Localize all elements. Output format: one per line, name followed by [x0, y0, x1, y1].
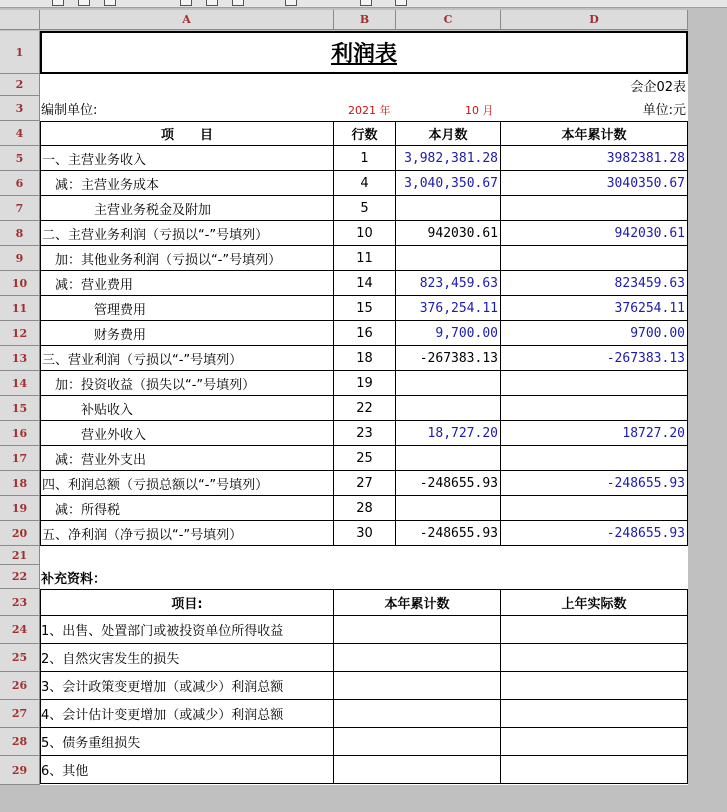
- row-line-cell[interactable]: 18: [334, 346, 396, 371]
- row-month-cell[interactable]: 18,727.20: [396, 421, 501, 446]
- row-header[interactable]: 2: [0, 74, 40, 96]
- header-line[interactable]: 行数: [334, 121, 396, 146]
- row-month-cell[interactable]: [396, 396, 501, 421]
- unit-label[interactable]: 单位:元: [642, 102, 686, 118]
- supplement-item-cell[interactable]: 2、自然灾害发生的损失: [40, 644, 334, 672]
- row-header[interactable]: 11: [0, 296, 40, 321]
- row-month-cell[interactable]: 9,700.00: [396, 321, 501, 346]
- row-line-cell[interactable]: 16: [334, 321, 396, 346]
- row-header[interactable]: 8: [0, 221, 40, 246]
- row-month-cell[interactable]: 942030.61: [396, 221, 501, 246]
- toolbar-button[interactable]: [52, 0, 64, 6]
- supplement-year-cell[interactable]: [334, 616, 501, 644]
- toolbar-strip: [0, 0, 727, 8]
- row-item-cell[interactable]: 营业外收入: [40, 421, 334, 446]
- column-header-b[interactable]: B: [334, 10, 396, 30]
- row-line-cell[interactable]: 4: [334, 171, 396, 196]
- header-item[interactable]: 项 目: [40, 121, 334, 146]
- row-item-cell[interactable]: 三、营业利润（亏损以“-”号填列）: [40, 346, 334, 371]
- row-item-cell[interactable]: 减：营业外支出: [40, 446, 334, 471]
- supplement-header-item[interactable]: 项目:: [40, 589, 334, 616]
- supplement-last-year-cell[interactable]: [501, 644, 688, 672]
- row-header[interactable]: 19: [0, 496, 40, 521]
- org-label[interactable]: 编制单位:: [41, 102, 98, 118]
- row-year-cell[interactable]: [501, 371, 688, 396]
- row-item-cell[interactable]: 减：所得税: [40, 496, 334, 521]
- row-line-cell[interactable]: 15: [334, 296, 396, 321]
- spreadsheet-grid: [40, 31, 688, 785]
- row-item-cell[interactable]: 补贴收入: [40, 396, 334, 421]
- row-month-cell[interactable]: 3,982,381.28: [396, 146, 501, 171]
- row-item-cell[interactable]: 减：营业费用: [40, 271, 334, 296]
- row-line-cell[interactable]: 14: [334, 271, 396, 296]
- row-header[interactable]: 15: [0, 396, 40, 421]
- supplement-year-cell[interactable]: [334, 644, 501, 672]
- supplement-year-cell[interactable]: [334, 728, 501, 756]
- column-header-d[interactable]: D: [501, 10, 688, 30]
- row-line-cell[interactable]: 25: [334, 446, 396, 471]
- row-header[interactable]: 24: [0, 616, 40, 644]
- supplement-last-year-cell[interactable]: [501, 616, 688, 644]
- toolbar-button[interactable]: [104, 0, 116, 6]
- supplement-header-year[interactable]: 本年累计数: [334, 589, 501, 616]
- row-month-cell[interactable]: 376,254.11: [396, 296, 501, 321]
- row-item-cell[interactable]: 加：其他业务利润（亏损以“-”号填列）: [40, 246, 334, 271]
- row-month-cell[interactable]: -248655.93: [396, 471, 501, 496]
- row-line-cell[interactable]: 19: [334, 371, 396, 396]
- row-line-cell[interactable]: 22: [334, 396, 396, 421]
- row-header[interactable]: 4: [0, 121, 40, 146]
- supplement-last-year-cell[interactable]: [501, 756, 688, 784]
- report-month[interactable]: 10 月: [465, 104, 494, 117]
- row-header[interactable]: 3: [0, 96, 40, 121]
- toolbar-button[interactable]: [360, 0, 372, 6]
- row-year-cell[interactable]: [501, 246, 688, 271]
- row-month-cell[interactable]: [396, 246, 501, 271]
- row-header[interactable]: 7: [0, 196, 40, 221]
- row-line-cell[interactable]: 28: [334, 496, 396, 521]
- row-header[interactable]: 6: [0, 171, 40, 196]
- row-header[interactable]: 16: [0, 421, 40, 446]
- row-header[interactable]: 25: [0, 644, 40, 672]
- row-header[interactable]: 1: [0, 31, 40, 74]
- row-header[interactable]: 23: [0, 589, 40, 616]
- row-header[interactable]: 21: [0, 546, 40, 565]
- toolbar-button[interactable]: [395, 0, 407, 6]
- row-year-cell[interactable]: 3040350.67: [501, 171, 688, 196]
- row-year-cell[interactable]: 942030.61: [501, 221, 688, 246]
- supplement-year-cell[interactable]: [334, 756, 501, 784]
- form-code[interactable]: 会企02表: [630, 79, 686, 95]
- supplement-item-cell[interactable]: 5、债务重组损失: [40, 728, 334, 756]
- row-item-cell[interactable]: 五、净利润（净亏损以“-”号填列）: [40, 521, 334, 546]
- row-header[interactable]: 29: [0, 756, 40, 785]
- row-year-cell[interactable]: [501, 496, 688, 521]
- row-year-cell[interactable]: [501, 396, 688, 421]
- row-line-cell[interactable]: 30: [334, 521, 396, 546]
- row-item-cell[interactable]: 管理费用: [40, 296, 334, 321]
- row-month-cell[interactable]: -267383.13: [396, 346, 501, 371]
- row-header[interactable]: 12: [0, 321, 40, 346]
- row-month-cell[interactable]: [396, 371, 501, 396]
- row-line-cell[interactable]: 11: [334, 246, 396, 271]
- row-header[interactable]: 14: [0, 371, 40, 396]
- row-month-cell[interactable]: [396, 196, 501, 221]
- header-year-total[interactable]: 本年累计数: [501, 121, 688, 146]
- supplement-last-year-cell[interactable]: [501, 728, 688, 756]
- supplement-title[interactable]: 补充资料：: [41, 571, 107, 587]
- toolbar-button[interactable]: [206, 0, 218, 6]
- row-year-cell[interactable]: [501, 446, 688, 471]
- row-item-cell[interactable]: 主营业务税金及附加: [40, 196, 334, 221]
- supplement-last-year-cell[interactable]: [501, 700, 688, 728]
- select-all-corner[interactable]: [0, 10, 40, 30]
- row-header[interactable]: 22: [0, 565, 40, 589]
- toolbar-button[interactable]: [232, 0, 244, 6]
- row-header[interactable]: 9: [0, 246, 40, 271]
- report-year[interactable]: 2021 年: [348, 104, 391, 117]
- report-title-cell[interactable]: [40, 31, 688, 74]
- row-year-cell[interactable]: 376254.11: [501, 296, 688, 321]
- row-item-cell[interactable]: 加：投资收益（损失以“-”号填列）: [40, 371, 334, 396]
- row-line-cell[interactable]: 23: [334, 421, 396, 446]
- row-header[interactable]: 28: [0, 728, 40, 756]
- row-line-cell[interactable]: 10: [334, 221, 396, 246]
- row-year-cell[interactable]: -267383.13: [501, 346, 688, 371]
- row-item-cell[interactable]: 二、主营业务利润（亏损以“-”号填列）: [40, 221, 334, 246]
- row-item-cell[interactable]: 一、主营业务收入: [40, 146, 334, 171]
- row-item-cell[interactable]: 四、利润总额（亏损总额以“-”号填列）: [40, 471, 334, 496]
- supplement-year-cell[interactable]: [334, 700, 501, 728]
- row-header[interactable]: 5: [0, 146, 40, 171]
- row-year-cell[interactable]: 823459.63: [501, 271, 688, 296]
- row-line-cell[interactable]: 1: [334, 146, 396, 171]
- column-header-c[interactable]: C: [396, 10, 501, 30]
- header-month[interactable]: 本月数: [396, 121, 501, 146]
- row-header[interactable]: 27: [0, 700, 40, 728]
- supplement-item-cell[interactable]: 4、会计估计变更增加（或减少）利润总额: [40, 700, 334, 728]
- row-header[interactable]: 18: [0, 471, 40, 496]
- row-item-cell[interactable]: 减：主营业务成本: [40, 171, 334, 196]
- row-year-cell[interactable]: 3982381.28: [501, 146, 688, 171]
- toolbar-button[interactable]: [285, 0, 297, 6]
- row-header[interactable]: 10: [0, 271, 40, 296]
- row-header[interactable]: 26: [0, 672, 40, 700]
- row-year-cell[interactable]: [501, 196, 688, 221]
- toolbar-button[interactable]: [180, 0, 192, 6]
- row-header[interactable]: 20: [0, 521, 40, 546]
- toolbar-button[interactable]: [78, 0, 90, 6]
- row-month-cell[interactable]: 3,040,350.67: [396, 171, 501, 196]
- row-header[interactable]: 17: [0, 446, 40, 471]
- row-item-cell[interactable]: 财务费用: [40, 321, 334, 346]
- row-year-cell[interactable]: -248655.93: [501, 471, 688, 496]
- row-month-cell[interactable]: [396, 496, 501, 521]
- supplement-item-cell[interactable]: 1、出售、处置部门或被投资单位所得收益: [40, 616, 334, 644]
- supplement-year-cell[interactable]: [334, 672, 501, 700]
- supplement-last-year-cell[interactable]: [501, 672, 688, 700]
- row-year-cell[interactable]: 18727.20: [501, 421, 688, 446]
- row-header[interactable]: 13: [0, 346, 40, 371]
- row-line-cell[interactable]: 27: [334, 471, 396, 496]
- supplement-header-last-year[interactable]: 上年实际数: [501, 589, 688, 616]
- row-month-cell[interactable]: [396, 446, 501, 471]
- report-title: 利润表: [330, 41, 397, 67]
- row-year-cell[interactable]: -248655.93: [501, 521, 688, 546]
- row-month-cell[interactable]: 823,459.63: [396, 271, 501, 296]
- column-header-a[interactable]: A: [40, 10, 334, 30]
- row-year-cell[interactable]: 9700.00: [501, 321, 688, 346]
- supplement-item-cell[interactable]: 3、会计政策变更增加（或减少）利润总额: [40, 672, 334, 700]
- row-line-cell[interactable]: 5: [334, 196, 396, 221]
- supplement-item-cell[interactable]: 6、其他: [40, 756, 334, 784]
- row-month-cell[interactable]: -248655.93: [396, 521, 501, 546]
